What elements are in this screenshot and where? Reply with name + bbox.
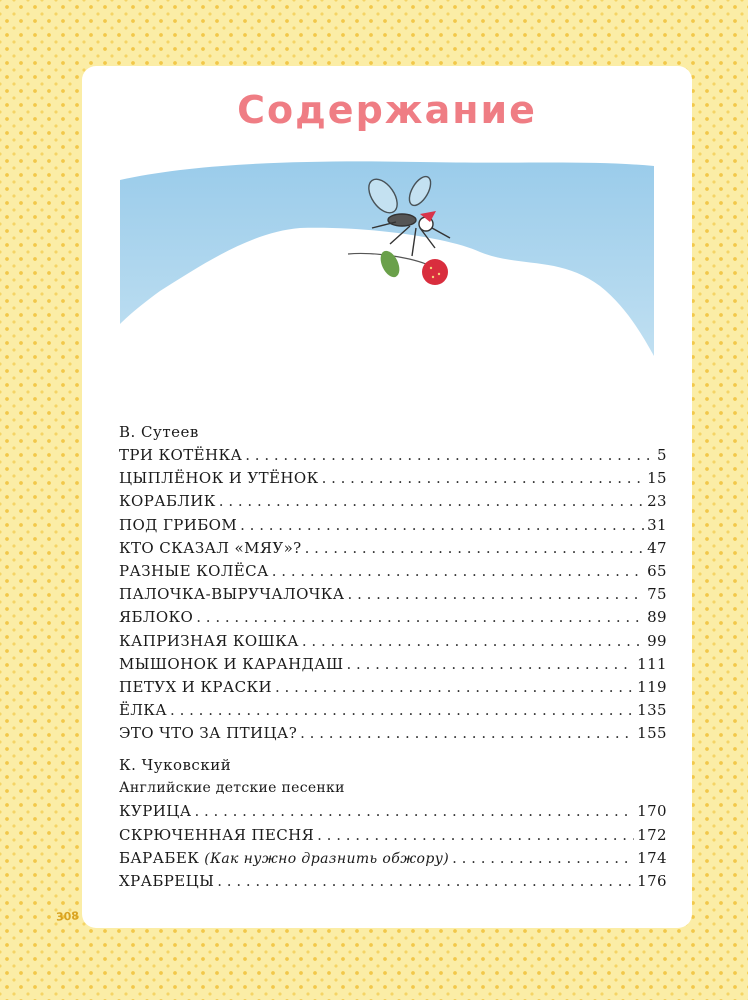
dot-leader [170, 699, 634, 722]
entry-page: 174 [637, 848, 667, 867]
entry-title: ЦЫПЛЁНОК И УТЁНОК [119, 469, 319, 488]
dot-leader [452, 847, 634, 870]
author-heading: К. Чуковский [119, 756, 232, 775]
strawberry-icon [348, 248, 448, 285]
entry-page: 119 [637, 677, 667, 696]
entry-title: ПЕТУХ И КРАСКИ [119, 677, 272, 696]
page-number: 308 [55, 909, 80, 924]
toc-entry[interactable] [119, 560, 667, 583]
toc-entry[interactable] [119, 444, 667, 467]
table-of-contents [119, 421, 667, 893]
author-heading: В. Сутеев [119, 423, 199, 441]
dot-leader [348, 583, 645, 606]
entry-page: 31 [647, 515, 667, 534]
entry-note: (Как нужно дразнить обжору) [204, 850, 450, 867]
toc-entry[interactable] [119, 824, 667, 847]
entry-title: КТО СКАЗАЛ «МЯУ»? [119, 538, 302, 557]
dot-leader [275, 676, 634, 699]
entry-page: 5 [657, 446, 667, 464]
dot-leader [240, 514, 644, 537]
entry-page: 89 [647, 608, 667, 627]
dot-leader [245, 444, 654, 467]
toc-entry[interactable] [119, 467, 667, 490]
toc-entry[interactable] [119, 870, 667, 893]
toc-entry[interactable] [119, 490, 667, 513]
dot-leader [217, 870, 634, 893]
dot-leader [300, 722, 634, 745]
entry-page: 172 [637, 825, 667, 844]
dot-leader [219, 490, 644, 513]
entry-page: 176 [637, 872, 667, 890]
toc-entry[interactable] [119, 722, 667, 745]
toc-entry[interactable] [119, 630, 667, 653]
dot-leader [322, 467, 645, 490]
toc-entry[interactable] [119, 537, 667, 560]
toc-entry[interactable] [119, 847, 667, 870]
dot-leader [347, 653, 635, 676]
dot-leader [302, 630, 644, 653]
toc-entry[interactable] [119, 800, 667, 823]
mosquito-illustration [120, 156, 654, 356]
toc-entry[interactable] [119, 653, 667, 676]
entry-title: ЭТО ЧТО ЗА ПТИЦА? [119, 724, 298, 743]
dot-leader [194, 800, 634, 823]
entry-title: ПАЛОЧКА-ВЫРУЧАЛОЧКА [119, 585, 345, 604]
entry-title: ТРИ КОТЁНКА [119, 446, 243, 464]
toc-entry[interactable] [119, 514, 667, 537]
entry-page: 75 [647, 585, 667, 604]
entry-page: 47 [647, 538, 667, 557]
entry-title: МЫШОНОК И КАРАНДАШ [119, 654, 344, 673]
entry-page: 23 [647, 492, 667, 511]
entry-page: 99 [647, 631, 667, 650]
entry-title: КОРАБЛИК [119, 492, 216, 511]
entry-title: ПОД ГРИБОМ [119, 515, 238, 534]
subsection-heading: Английские детские песенки [119, 780, 345, 797]
entry-page: 170 [637, 802, 667, 821]
toc-entry[interactable] [119, 676, 667, 699]
entry-title: ХРАБРЕЦЫ [119, 872, 215, 890]
entry-page: 15 [647, 469, 667, 488]
entry-title: СКРЮЧЕННАЯ ПЕСНЯ [119, 825, 315, 844]
entry-title: БАРАБЕК [119, 848, 200, 867]
entry-title: РАЗНЫЕ КОЛЁСА [119, 561, 269, 580]
toc-entry[interactable] [119, 606, 667, 629]
entry-title: КАПРИЗНАЯ КОШКА [119, 631, 299, 650]
page-title: Содержание [237, 88, 537, 132]
toc-entry[interactable] [119, 583, 667, 606]
entry-title: КУРИЦА [119, 802, 192, 821]
dot-leader [196, 606, 644, 629]
entry-title: ЯБЛОКО [119, 608, 194, 627]
entry-page: 65 [647, 561, 667, 580]
toc-entry[interactable] [119, 699, 667, 722]
entry-title: ЁЛКА [119, 701, 168, 720]
dot-leader [272, 560, 644, 583]
dot-leader [317, 824, 634, 847]
entry-page: 135 [637, 701, 667, 720]
dot-leader [305, 537, 644, 560]
entry-page: 111 [637, 654, 667, 673]
contents-page [82, 66, 692, 928]
entry-page: 155 [637, 724, 667, 743]
